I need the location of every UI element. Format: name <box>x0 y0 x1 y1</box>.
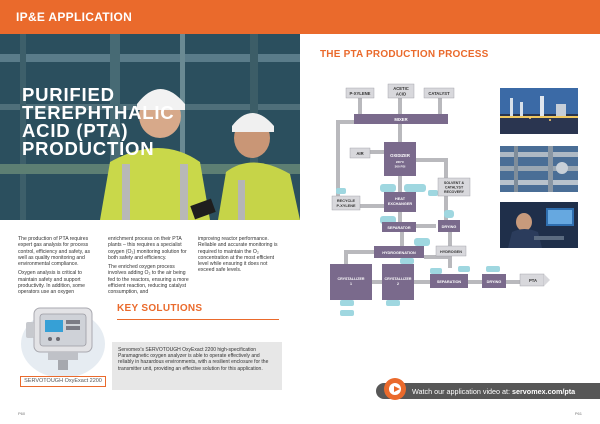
sensor-marker <box>386 300 400 306</box>
video-link[interactable] <box>412 387 575 396</box>
paragraph: The production of PTA requires expert gas analysis for process control, efficiency and safety, as well as quality monitoring and environmental compliance. <box>18 236 91 268</box>
sensor-marker <box>340 310 354 316</box>
paragraph: Oxygen analysis is critical to maintain safety and support productivity. In addition, some operators use an oxygen <box>18 270 86 296</box>
right-page <box>300 0 600 424</box>
photo-operator <box>500 202 578 248</box>
page-number: P61 <box>574 411 582 416</box>
sensor-marker <box>486 266 500 272</box>
sensor-marker <box>400 258 414 264</box>
paragraph: improving reactor performance. Reliable and accurate monitoring is required to maintain the O₂ concentration at the most efficient level while ensuring it does not exceed safe levels. <box>198 236 278 274</box>
key-solutions-divider <box>117 319 279 320</box>
diagram-title: THE PTA PRODUCTION PROCESS <box>320 49 489 60</box>
label-hydrogen: HYDROGEN <box>440 250 462 254</box>
operator-image <box>500 202 578 248</box>
label-drying-2: DRYING <box>486 280 502 284</box>
sensor-marker <box>430 268 442 274</box>
sensor-marker <box>380 184 396 192</box>
label-solvent-line2: CATALYST <box>444 185 464 190</box>
sensor-marker <box>444 210 454 218</box>
label-crystallizer2-line1: CRYSTALLIZER <box>384 277 412 281</box>
pipe <box>372 280 382 284</box>
pipe <box>416 158 448 162</box>
pipe <box>468 280 482 284</box>
pipe <box>358 96 362 114</box>
box-oxidizer <box>384 142 416 176</box>
piping-image <box>500 146 578 192</box>
video-url[interactable]: servomex.com/pta <box>512 387 576 396</box>
paragraph: enrichment process on their PTA plants – this requires a specialist oxygen (O₂) monitoring solution for both safety and efficiency. <box>108 236 187 261</box>
pipe <box>344 250 348 266</box>
label-p-xylene: P-XYLENE <box>349 91 371 96</box>
pipe <box>414 280 430 284</box>
pipe <box>448 258 452 268</box>
text-column-1 <box>18 236 98 299</box>
label-oxidizer: OXIDIZER <box>390 153 410 158</box>
pipe <box>336 120 340 208</box>
section-header: IP&E APPLICATION <box>16 10 133 24</box>
page-number: P60 <box>18 411 26 416</box>
sensor-marker <box>458 266 470 272</box>
pipe <box>398 96 402 114</box>
label-mixer: MIXER <box>394 117 408 122</box>
hero-title: PURIFIED TEREPHTHALIC ACID (PTA) PRODUCTION <box>22 84 175 159</box>
label-catalyst: CATALYST <box>428 91 450 96</box>
pipe <box>398 176 402 192</box>
label-crystallizer1-line2: 1 <box>350 282 352 286</box>
label-drying: DRYING <box>441 225 457 229</box>
label-oxidizer-temp: 220°C <box>395 160 405 164</box>
label-solvent-line3: RECOVERY <box>443 190 465 194</box>
label-crystallizer1-line1: CRYSTALLIZER <box>337 277 365 281</box>
pipe <box>438 96 442 114</box>
label-pta: PTA <box>528 278 538 283</box>
label-heat-line1: HEAT <box>394 197 406 201</box>
oxyexact-analyzer-illustration <box>18 292 108 382</box>
label-air: AIR <box>356 151 364 156</box>
product-image <box>18 292 108 384</box>
pipe <box>506 280 520 284</box>
sensor-marker <box>404 184 426 192</box>
hero-image <box>0 34 300 220</box>
label-acetic-acid-line2: ACID <box>395 91 407 97</box>
play-icon[interactable] <box>384 378 406 400</box>
pipe <box>416 224 436 228</box>
photo-refinery <box>500 88 578 134</box>
paragraph: The enriched oxygen process involves adding O₂ to the air being fed to the reactors, ensuring a more efficient reaction, reducing catalyst consumption, and <box>108 264 189 296</box>
product-caption: SERVOTOUGH OxyExact 2200 <box>20 376 106 387</box>
key-solutions-text: Servomex's SERVOTOUGH OxyExact 2200 high-specification Paramagnetic oxygen analyzer is able to operate effectively and reliably in hazardous environments, with a resilient enclosure for the transmitter unit, providing an effective solution for this application. <box>118 347 269 372</box>
photo-industrial-piping <box>500 146 578 192</box>
pipe <box>398 124 402 142</box>
sensor-marker <box>336 188 346 194</box>
sensor-marker <box>414 238 430 246</box>
label-separation: SEPARATION <box>436 280 462 284</box>
key-solutions-box <box>112 342 282 390</box>
pipe <box>444 158 448 180</box>
pipe <box>398 212 402 222</box>
label-oxidizer-pressure: 300 PSI <box>394 164 406 169</box>
label-crystallizer2-line2: 2 <box>397 282 399 286</box>
label-hydrogenation: HYDROGENATION <box>382 251 416 255</box>
text-column-2 <box>108 236 192 299</box>
sensor-marker <box>340 300 354 306</box>
label-solvent-line1: SOLVENT & <box>443 181 465 185</box>
text-column-3 <box>198 236 282 277</box>
pta-arrow-tip <box>544 274 550 286</box>
label-acetic-acid-line1: ACETIC <box>393 86 409 91</box>
label-recycle-line1: RECYCLE <box>336 199 356 203</box>
label-heat-line2: EXCHANGER <box>387 202 413 206</box>
refinery-image <box>500 88 578 134</box>
label-separator: SEPARATOR <box>387 226 411 230</box>
header-band <box>0 0 300 34</box>
video-prefix: Watch our application video at: <box>412 387 513 396</box>
sensor-marker <box>428 190 438 196</box>
key-solutions-title: KEY SOLUTIONS <box>117 303 203 314</box>
label-recycle-line2: P-XYLENE <box>336 204 356 208</box>
